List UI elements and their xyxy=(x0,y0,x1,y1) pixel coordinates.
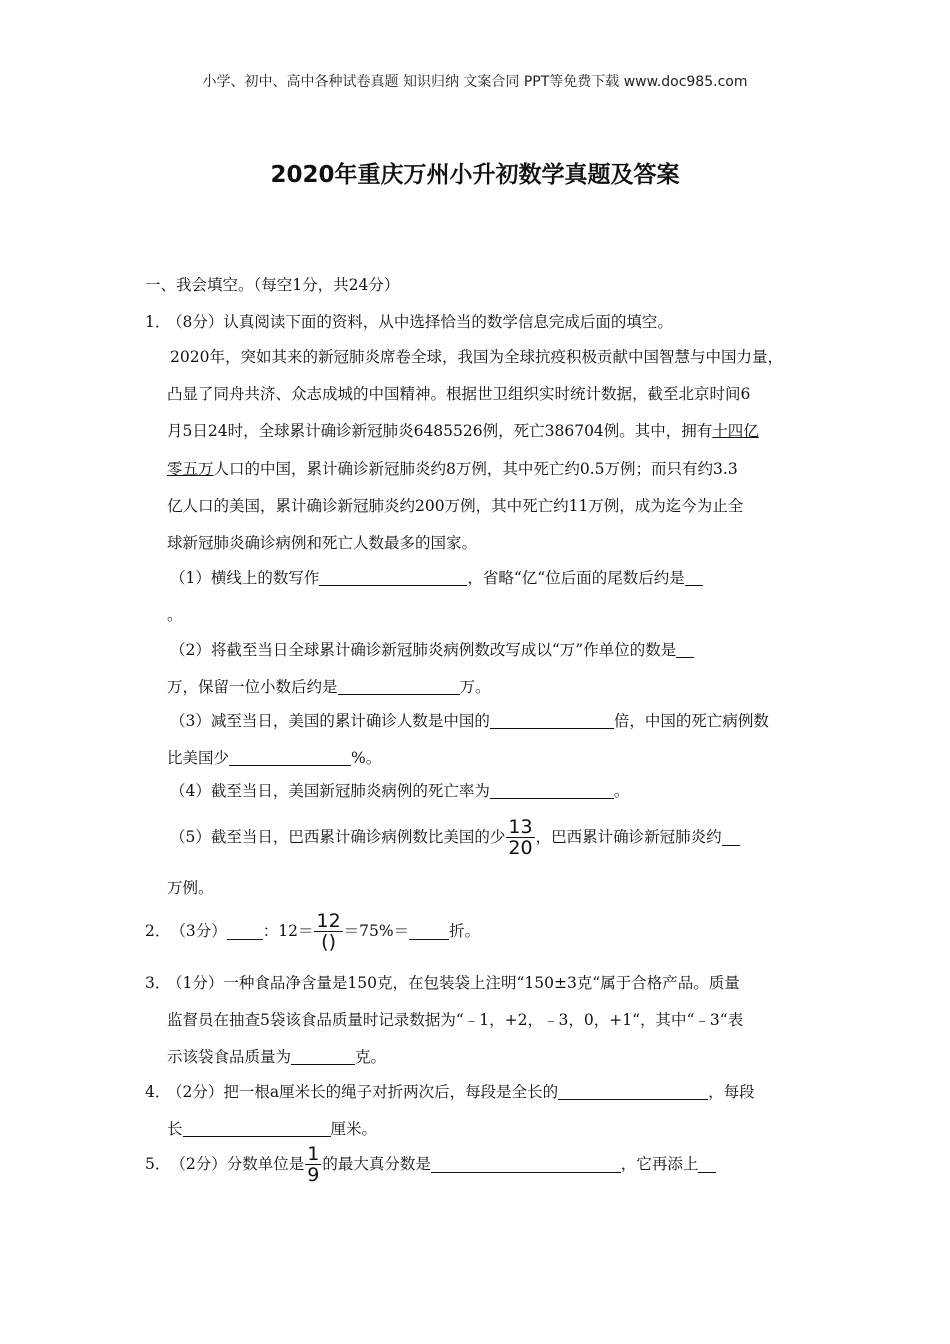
q3-line: 监督员在抽查5袋该食品质量时记录数据为“﹣1，+2，﹣3，0，+1“，其中“﹣3“表 xyxy=(167,1011,744,1029)
section-heading: 一、我会填空。（每空1分，共24分） xyxy=(145,276,400,294)
q1-sub3-cont: 比美国少 %。 xyxy=(167,749,382,767)
q5: 5． （2分）分数单位是 $\frac{1}{9}$ 的最大真分数是 ，它再添上 xyxy=(145,1141,716,1187)
underlined-number: 零五万 xyxy=(167,460,214,478)
answer-blank[interactable] xyxy=(558,1083,708,1100)
q3-number: 3． xyxy=(145,974,171,992)
q1-passage-line: 零五万人口的中国，累计确诊新冠肺炎约8万例，其中死亡约0.5万例；而只有约3.3 xyxy=(167,460,738,478)
q1-sub5-end: 万例。 xyxy=(167,879,214,897)
q3-line: （1分）一种食品净含量是150克，在包装袋上注明“150±3克“属于合格产品。质量 xyxy=(167,974,740,992)
answer-blank[interactable] xyxy=(229,749,351,766)
q1-sub1-end: 。 xyxy=(167,606,183,624)
q1-passage-line: 球新冠肺炎确诊病例和死亡人数最多的国家。 xyxy=(167,534,478,552)
q4-line: 长 厘米。 xyxy=(167,1120,378,1138)
q4-line: （2分）把一根a厘米长的绳子对折两次后，每段是全长的 ，每段 xyxy=(167,1083,755,1101)
page-header: 小学、初中、高中各种试卷真题 知识归纳 文案合同 PPT等免费下载 www.doc985.com xyxy=(202,74,748,90)
q1-passage-line: 凸显了同舟共济、众志成城的中国精神。根据世卫组织实时统计数据，截至北京时间6 xyxy=(167,385,751,403)
answer-blank[interactable] xyxy=(490,782,614,799)
q1-passage-line: 月5日24时，全球累计确诊新冠肺炎6485526例，死亡386704例。其中，拥有十四亿 xyxy=(167,422,759,440)
q1-passage-line: 2020年，突如其来的新冠肺炎席卷全球，我国为全球抗疫积极贡献中国智慧与中国力量， xyxy=(170,348,783,366)
q1-number: 1． xyxy=(145,313,171,331)
page-title: 2020年重庆万州小升初数学真题及答案 xyxy=(270,162,680,188)
answer-blank[interactable] xyxy=(338,678,460,695)
q1-sub1: （1）横线上的数写作 ，省略“亿“位后面的尾数后约是 xyxy=(170,568,703,588)
q1-intro: （8分）认真阅读下面的资料，从中选择恰当的数学信息完成后面的填空。 xyxy=(167,313,673,331)
q1-sub3: （3）减至当日，美国的累计确诊人数是中国的 倍，中国的死亡病例数 xyxy=(170,712,769,730)
answer-blank[interactable] xyxy=(722,829,740,846)
answer-blank[interactable] xyxy=(685,569,703,586)
q1-sub2-cont: 万，保留一位小数后约是 万。 xyxy=(167,678,491,696)
q1-sub4: （4）截至当日，美国新冠肺炎病例的死亡率为 。 xyxy=(170,782,630,800)
answer-blank[interactable] xyxy=(409,923,449,940)
answer-blank[interactable] xyxy=(227,923,263,940)
fraction-12-blank: $\frac{12}{()}$ xyxy=(316,909,341,953)
q1-sub5: （5）截至当日，巴西累计确诊病例数比美国的少 $\frac{13}{20}$ ，巴西累计确诊新冠肺炎约 xyxy=(170,814,740,860)
q1-sub2: （2）将截至当日全球累计确诊新冠肺炎病例数改写成以“万”作单位的数是 xyxy=(170,640,694,660)
answer-blank[interactable] xyxy=(490,712,614,729)
fraction-1-9: $\frac{1}{9}$ xyxy=(307,1142,320,1186)
underlined-number: 十四亿 xyxy=(712,422,759,440)
answer-blank[interactable] xyxy=(291,1048,355,1065)
q1-passage-line: 亿人口的美国，累计确诊新冠肺炎约200万例，其中死亡约11万例，成为迄今为止全 xyxy=(167,497,744,515)
q3-line: 示该袋食品质量为 克。 xyxy=(167,1048,387,1066)
answer-blank[interactable] xyxy=(431,1156,621,1173)
q2: 2． （3分） ：12＝ $\frac{12}{()}$ ＝75%＝ 折。 xyxy=(145,909,481,953)
answer-blank[interactable] xyxy=(676,641,694,658)
answer-blank[interactable] xyxy=(183,1120,331,1137)
answer-blank[interactable] xyxy=(319,569,467,586)
q4-number: 4． xyxy=(145,1083,171,1101)
fraction-13-20: $\frac{13}{20}$ xyxy=(508,815,533,859)
answer-blank[interactable] xyxy=(698,1156,716,1173)
